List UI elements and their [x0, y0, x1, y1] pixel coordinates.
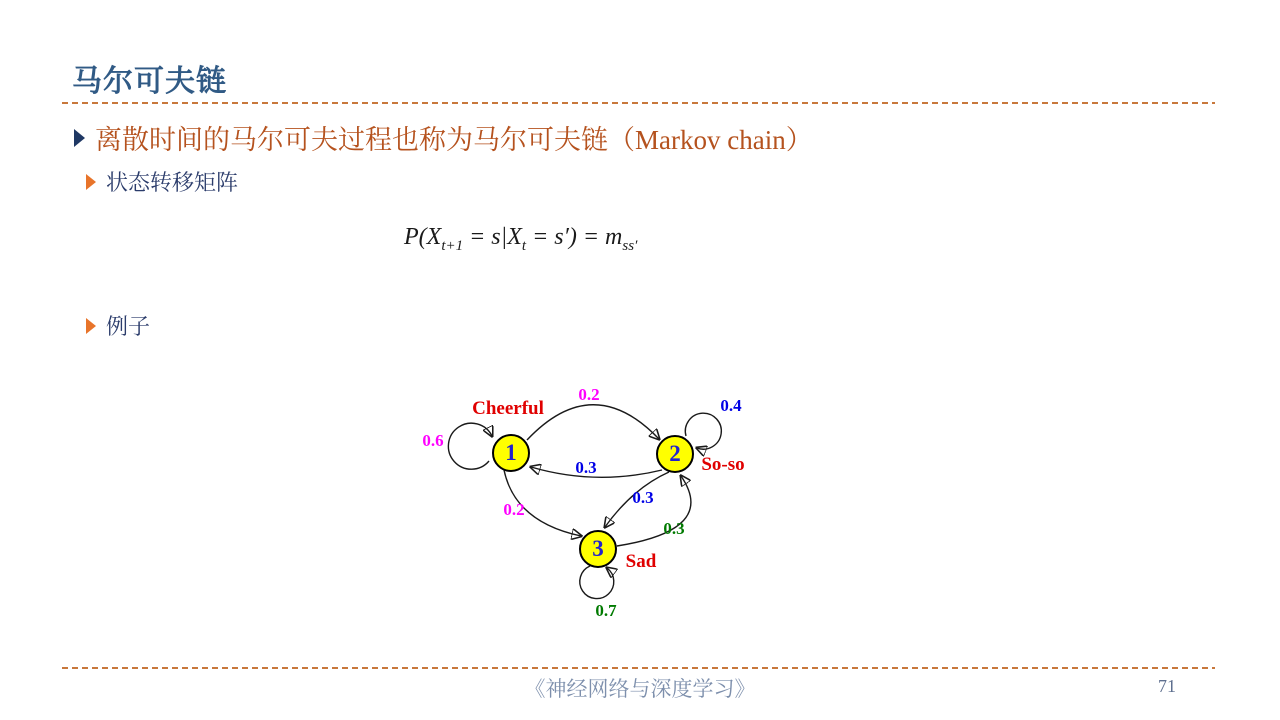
formula-part: = s′) = m	[526, 224, 623, 250]
edge-prob-2-1: 0.3	[575, 458, 597, 477]
page-title: 马尔可夫链	[72, 65, 227, 98]
diagram-edges	[400, 372, 760, 630]
state-node-3	[579, 530, 617, 568]
title-divider	[62, 102, 1215, 104]
formula-part: P(X	[404, 224, 442, 250]
edge-1-to-2	[527, 405, 659, 440]
self-prob-state-1: 0.6	[422, 431, 444, 450]
state-name-soso: So-so	[701, 454, 745, 475]
footer-book-title: 《神经网络与深度学习》	[524, 677, 756, 701]
transition-probability-formula	[404, 224, 637, 255]
bullet-transition-matrix	[86, 166, 238, 197]
edge-prob-3-2: 0.3	[663, 519, 685, 538]
state-node-1-label: 1	[505, 440, 517, 465]
state-node-1	[492, 434, 530, 472]
self-loop-state-3	[580, 566, 614, 599]
formula-subscript: t	[521, 237, 527, 254]
state-node-2-label: 2	[669, 441, 681, 466]
bullet-example-text: 例子	[106, 314, 151, 339]
self-loop-state-1	[448, 423, 492, 469]
edge-prob-1-3: 0.2	[503, 500, 525, 519]
bullet-markov-chain-text: 离散时间的马尔可夫过程也称为马尔可夫链（Markov chain）	[95, 125, 813, 155]
formula-subscript: t+1	[441, 237, 464, 254]
formula-subscript: ss′	[622, 237, 638, 254]
bullet-transition-matrix-text: 状态转移矩阵	[106, 170, 239, 195]
formula-part: = s|X	[463, 224, 522, 250]
edge-prob-1-2: 0.2	[578, 385, 600, 404]
footer-divider	[62, 667, 1215, 669]
bullet-triangle-icon	[86, 318, 96, 334]
page-number: 71	[1158, 676, 1176, 696]
bullet-markov-chain	[74, 118, 813, 157]
bullet-triangle-icon	[74, 129, 85, 147]
state-node-2	[656, 435, 694, 473]
self-prob-state-3: 0.7	[595, 601, 617, 620]
bullet-triangle-icon	[86, 174, 96, 190]
bullet-example	[86, 310, 150, 341]
markov-chain-diagram	[400, 372, 760, 630]
self-prob-state-2: 0.4	[720, 396, 742, 415]
state-name-cheerful: Cheerful	[472, 398, 544, 419]
edge-prob-2-3: 0.3	[632, 488, 654, 507]
state-node-3-label: 3	[592, 536, 604, 561]
state-name-sad: Sad	[625, 551, 657, 572]
